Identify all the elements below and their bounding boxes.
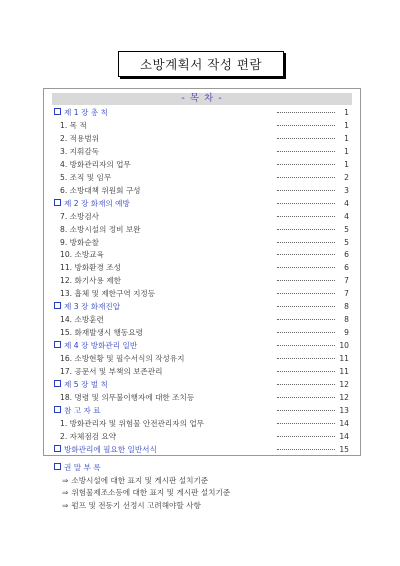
appendix-title-text: 권 말 부 록 — [64, 463, 101, 472]
dot-leader — [277, 138, 335, 140]
page-number: 9 — [344, 328, 349, 338]
checkbox-icon — [54, 406, 61, 413]
toc-entry — [52, 288, 352, 300]
toc-entry-label: 18. 명령 및 의무불이행자에 대한 조치등 — [60, 392, 195, 402]
dot-leader — [277, 267, 335, 269]
appendix-section — [52, 462, 352, 512]
checkbox-icon — [54, 341, 61, 348]
toc-entry-label: 제 5 장 벌 칙 — [64, 379, 108, 389]
toc-entry-label: 제 1 장 총 칙 — [64, 108, 108, 117]
dot-leader — [277, 254, 335, 256]
appendix-item-text: 펌프 및 전동기 선정시 고려해야할 사항 — [71, 500, 201, 510]
page-number: 6 — [344, 263, 349, 273]
toc-section-heading — [52, 301, 352, 313]
toc-entry-label: 13. 흡체 및 제한구역 지정등 — [60, 289, 156, 299]
checkbox-icon — [54, 445, 61, 452]
dot-leader — [277, 423, 335, 425]
toc-entry-label: 17. 공문서 및 부책의 보존관리 — [60, 367, 163, 376]
toc-entry-label: 제 3 장 화재진압 — [64, 302, 121, 312]
page-number: 5 — [344, 237, 349, 247]
toc-entry — [52, 120, 352, 132]
page-number: 8 — [344, 302, 349, 312]
page-number: 11 — [339, 354, 349, 364]
dot-leader — [277, 293, 335, 295]
toc-entry-label: 5. 조직 및 임무 — [60, 172, 112, 182]
arrow-icon: ⇒ — [62, 488, 69, 497]
dot-leader — [277, 436, 335, 438]
page-number: 14 — [339, 431, 349, 441]
toc-entry-label: 12. 화기사용 제한 — [60, 276, 121, 286]
checkbox-icon — [54, 199, 61, 206]
toc-section-heading — [52, 198, 352, 210]
toc-entry-label: 11. 방화환경 조성 — [60, 263, 121, 273]
page-number: 7 — [344, 276, 349, 286]
page-number: 3 — [344, 185, 349, 195]
toc-entry — [52, 224, 352, 236]
toc-entry — [52, 353, 352, 365]
toc-header — [52, 93, 352, 105]
checkbox-icon — [54, 108, 61, 115]
page-number: 13 — [339, 405, 349, 415]
toc-entry-label: 10. 소방교육 — [60, 250, 104, 260]
toc-entry — [52, 159, 352, 171]
toc-entry — [52, 327, 352, 339]
page-number: 4 — [344, 211, 349, 221]
page-number: 4 — [344, 198, 349, 208]
checkbox-icon — [54, 380, 61, 387]
page-number: 12 — [339, 379, 349, 389]
dot-leader — [277, 203, 335, 205]
dot-leader — [277, 319, 335, 321]
toc-entry — [52, 146, 352, 158]
toc-entry — [52, 418, 352, 430]
dot-leader — [277, 332, 335, 334]
toc-entry-label: 9. 방화순찰 — [60, 237, 100, 247]
page-number: 1 — [344, 146, 349, 156]
dot-leader — [277, 216, 335, 218]
dot-leader — [277, 125, 335, 127]
toc-entry-label: 제 4 장 방화관리 일반 — [64, 341, 138, 351]
toc-entry-label: 14. 소방훈련 — [60, 315, 104, 325]
toc-entry-label: 6. 소방대책 위원회 구성 — [60, 185, 141, 195]
dot-leader — [277, 229, 335, 231]
toc-entry-label: 참 고 자 료 — [64, 405, 101, 415]
page-number: 1 — [344, 108, 349, 117]
dot-leader — [277, 449, 335, 451]
dot-leader — [277, 177, 335, 179]
dot-leader — [277, 345, 335, 347]
dot-leader — [277, 164, 335, 166]
toc-entry-label: 2. 자체점검 요약 — [60, 431, 117, 441]
page-number: 15 — [339, 444, 349, 454]
toc-entry — [52, 211, 352, 223]
appendix-item — [62, 475, 352, 488]
toc-entry-label: 4. 방화관리자의 업무 — [60, 159, 131, 169]
checkbox-icon — [54, 463, 61, 470]
toc-section-heading — [52, 379, 352, 391]
appendix-item — [62, 500, 352, 513]
toc-entry — [52, 314, 352, 326]
toc-entry-label: 8. 소방시설의 정비 보완 — [60, 224, 141, 234]
dot-leader — [277, 151, 335, 153]
arrow-icon: ⇒ — [62, 475, 69, 485]
checkbox-icon — [54, 302, 61, 309]
dot-leader — [277, 384, 335, 386]
page-number: 1 — [344, 159, 349, 169]
appendix-item-text: 위험물제조소등에 대한 표지 및 게시판 설치기준 — [71, 488, 231, 497]
page-number: 14 — [339, 418, 349, 428]
toc-entry — [52, 366, 352, 378]
toc-entry — [52, 172, 352, 184]
page-number: 8 — [344, 315, 349, 325]
toc-section-heading — [52, 444, 352, 456]
toc-entry-label: 1. 방화관리자 및 위험물 안전관리자의 업무 — [60, 418, 205, 428]
page-number: 11 — [339, 367, 349, 376]
toc-entry — [52, 185, 352, 197]
toc-entry-label: 3. 지휘감독 — [60, 146, 100, 156]
dot-leader — [277, 397, 335, 399]
toc-section-heading — [52, 405, 352, 417]
toc-entry — [52, 275, 352, 287]
appendix-title — [54, 462, 352, 475]
dot-leader — [277, 371, 335, 373]
toc-entry-label: 방화관리에 필요한 일반서식 — [64, 444, 157, 454]
dot-leader — [277, 112, 335, 114]
page-number: 2 — [344, 172, 349, 182]
toc-entry — [52, 392, 352, 404]
page-number: 10 — [339, 341, 349, 351]
page-number: 1 — [344, 133, 349, 143]
toc-entry-label: 제 2 장 화재의 예방 — [64, 198, 130, 208]
dot-leader — [277, 306, 335, 308]
toc-header-text: - 목 차 - — [181, 93, 223, 104]
toc-section-heading — [52, 107, 352, 119]
dot-leader — [277, 280, 335, 282]
appendix-item-text: 소방시설에 대한 표지 및 게시판 설치기준 — [71, 475, 209, 485]
toc-entry — [52, 237, 352, 249]
toc-entry — [52, 249, 352, 261]
page-number: 12 — [339, 392, 349, 402]
toc-entry — [52, 262, 352, 274]
arrow-icon: ⇒ — [62, 500, 69, 510]
toc-entry-label: 7. 소방검사 — [60, 211, 100, 221]
dot-leader — [277, 358, 335, 360]
dot-leader — [277, 190, 335, 192]
toc-section-heading — [52, 340, 352, 352]
page-number: 5 — [344, 224, 349, 234]
toc-entry — [52, 133, 352, 145]
toc-entry-label: 2. 적용범위 — [60, 133, 100, 143]
toc-entry — [52, 431, 352, 443]
toc-entry-label: 1. 목 적 — [60, 120, 87, 130]
toc-entry-label: 15. 화재발생시 행동요령 — [60, 328, 143, 338]
toc-entry-label: 16. 소방현황 및 필수서식의 작성유지 — [60, 354, 185, 364]
dot-leader — [277, 242, 335, 244]
appendix-item — [62, 487, 352, 500]
page-number: 1 — [344, 120, 349, 130]
dot-leader — [277, 410, 335, 412]
document-title: 소방계획서 작성 편람 — [118, 51, 284, 77]
page-number: 6 — [344, 250, 349, 260]
page-number: 7 — [344, 289, 349, 299]
